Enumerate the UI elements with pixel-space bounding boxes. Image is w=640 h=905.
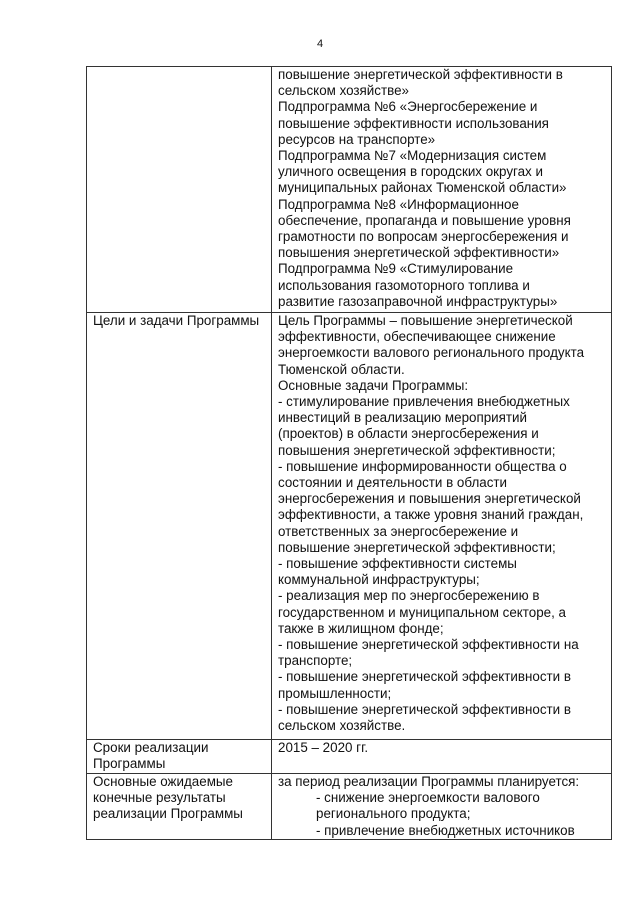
content-line: - повышение энергетической эффективности в [278,701,571,717]
content-line: также в жилищном фонде; [278,620,444,636]
content-line: - повышение энергетической эффективности на [278,637,579,653]
content-line: грамотности по вопросам энергосбережения и [278,229,569,245]
row-content [272,774,612,840]
content-line: Подпрограмма №7 «Модернизация систем [278,148,547,164]
content-line: за период реализации Программы планируется: [278,774,580,789]
content-line: сельском хозяйстве» [278,83,409,99]
row-content [272,67,612,313]
content-line: уличного освещения в городских округах и [278,164,543,180]
content-line: - стимулирование привлечения внебюджетных [278,394,570,410]
content-line: Тюменской области. [278,361,405,377]
content-line: - привлечение внебюджетных источников [316,822,575,838]
row-label [87,740,272,774]
content-line: ответственных за энергосбережение и [278,523,519,539]
content-line: регионального продукта; [316,806,471,822]
content-line: состоянии и деятельности в области [278,475,508,491]
content-line: энергосбережения и повышения энергетической [278,491,581,507]
content-line: Цель Программы – повышение энергетической [278,313,573,328]
table-row [87,67,612,313]
content-line: эффективности, обеспечивающее снижение [278,329,556,345]
row-label [87,774,272,840]
content-line: использования газомоторного топлива и [278,277,530,293]
content-line: Основные задачи Программы: [278,377,469,393]
content-line: Подпрограмма №9 «Стимулирование [278,261,514,277]
content-line: энергоемкости валового регионального продукта [278,345,585,361]
row-label [87,67,272,313]
content-line: сельском хозяйстве. [278,718,406,734]
row-label-text: Цели и задачи Программы [93,313,260,328]
content-line: инвестиций в реализацию мероприятий [278,410,527,426]
content-line: эффективности, а также уровня знаний граждан, [278,507,584,523]
content-line: повышения энергетической эффективности; [278,442,556,458]
content-line: - повышение информированности общества о [278,458,567,474]
row-content [272,313,612,740]
content-line: 2015 – 2020 гг. [278,740,369,755]
content-line: транспорте; [278,653,353,669]
content-line: муниципальных районах Тюменской области» [278,180,567,196]
row-label-text: Сроки реализации Программы [93,740,209,772]
content-line: промышленности; [278,685,392,701]
content-line: повышение энергетической эффективности в [278,67,563,82]
content-line: повышение энергетической эффективности; [278,539,556,555]
content-line: повышения энергетической эффективности» [278,245,560,261]
table-row [87,740,612,774]
content-line: Подпрограмма №6 «Энергосбережение и [278,99,538,115]
content-line: ресурсов на транспорте» [278,131,436,147]
page-number: 4 [316,38,324,50]
content-line: Подпрограмма №8 «Информационное [278,196,519,212]
content-line: обеспечение, пропаганда и повышение уровня [278,212,571,228]
content-line: повышение эффективности использования [278,115,549,131]
row-label-text: Основные ожидаемые конечные результаты реализации Программы [93,774,243,822]
content-line: коммунальной инфраструктуры; [278,572,480,588]
content-line: развитие газозаправочной инфраструктуры» [278,293,558,309]
content-line: - снижение энергоемкости валового [316,790,540,806]
table-row [87,313,612,740]
content-line: - повышение энергетической эффективности в [278,669,571,685]
program-passport-table [86,66,612,840]
row-content [272,740,612,774]
content-line: (проектов) в области энергосбережения и [278,426,539,442]
content-line: - повышение эффективности системы [278,556,517,572]
content-line: государственном и муниципальном секторе, а [278,604,566,620]
table-row [87,774,612,840]
row-label [87,313,272,740]
content-line: - реализация мер по энергосбережению в [278,588,540,604]
